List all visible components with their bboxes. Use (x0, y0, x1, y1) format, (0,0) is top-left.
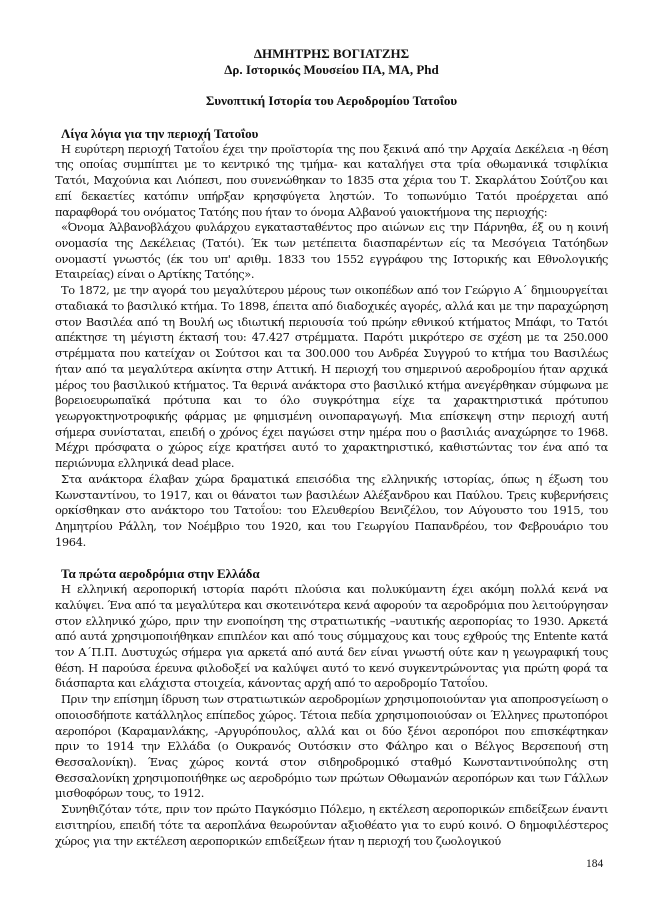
quote-paragraph: «Όνομα Άλβανοβλάχου φυλάρχου εγκατασταθέντος προ αιώνων εις την Πάρνηθα, έξ ου η κοινή ονομασία της Δεκέλειας (Τατόι). Έκ των μετέπειτα διασπαρέντων είς τα Μεσόγεια Τατόηδων ονομαστί γνωστός (έκ του υπ' αριθμ. 1833 του 1552 εγγράφου της Ιστορικής και Εθνολογικής Εταιρείας) είναι ο Αρτίκης Τατόης». (55, 220, 608, 282)
author-name: ΔΗΜΗΤΡΗΣ ΒΟΓΙΑΤΖΗΣ (253, 46, 410, 61)
page-number: 184 (586, 858, 604, 870)
document-title: Συνοπτική Ιστορία του Αεροδρομίου Τατοΐου (205, 93, 458, 108)
section-heading: Λίγα λόγια για την περιοχή Τατοΐου (61, 126, 259, 141)
paragraph: Στα ανάκτορα έλαβαν χώρα δραματικά επεισόδια της ελληνικής ιστορίας, όπως η έξωση του Κωνσταντίνου, το 1917, και οι θάνατοι των βασιλέων Αλέξανδρου και Παύλου. Τρεις κυβερνήσεις ορκίσθηκαν στο ανάκτορο του Τατοΐου: του Ελευθερίου Βενιζέλου, τον Αύγουστο του 1915, του Δημητρίου Ράλλη, τον Νοέμβριο του 1920, και του Γεωργίου Παπανδρέου, τον Φεβρουάριο του 1964. (55, 471, 608, 549)
paragraph: Το 1872, με την αγορά του μεγαλύτερου μέρους των οικοπέδων από τον Γεώργιο Α΄ δημιουργείται σταδιακά το βασιλικό κτήμα. Το 1898, έπειτα από διαδοχικές αγορές, αλλά και με την παραχώρηση στον Βασιλέα από τη Βουλή ως ιδιωτική περιουσία τού πρώην εθνικού κτήματος Μπάφι, το Τατόι απέκτησε τη μέγιστη έκτασή του: 47.427 στρέμματα. Παρότι μικρότερο σε σχέση με τα 250.000 στρέμματα που κατείχαν οι Σούτσοι και τα 300.000 του Ανδρέα Συγγρού το κτήμα του Βασιλέως ήταν από τα μεγαλύτερα ακίνητα στην Αττική. Η περιοχή του σημερινού αεροδρομίου ήταν αρχικά μέρος του βασιλικού κτήματος. Τα θερινά ανάκτορα στο βασιλικό κτήμα ανεγέρθηκαν σύμφωνα με βορειοευρωπαϊκά πρότυπα και το όλο συγκρότημα είχε τα χαρακτηριστικά πρότυπου γεωργοκτηνοτροφικής φάρμας με φημισμένη οινοπαραγωγή. Μια επίσκεψη στην περιοχή αυτή σήμερα συνίσταται, επειδή ο χρόνος έχει παγώσει στην ημέρα που ο βασιλιάς αναχώρησε το 1968. Μέχρι πρόσφατα ο χώρος είχε κρατήσει αυτό το χαρακτηριστικό, καθιστώντας τον ένα από τα περιώνυμα ελληνικά dead place. (55, 283, 608, 471)
paragraph: Πριν την επίσημη ίδρυση των στρατιωτικών αεροδρομίων χρησιμοποιούνταν για αποπροσγείωση ο οποιοσδήποτε κατάλληλος επίπεδος χώρος. Τέτοια πεδία χρησιμοποιούσαν οι Έλληνες πρωτοπόροι αεροπόροι (Καραμανλάκης, -Αργυρόπουλος, αλλά και οι δύο ξένοι αεροπόροι που επισκέφτηκαν πριν το 1914 την Ελλάδα (ο Ουκρανός Ουτόσκιν στο Φάληρο και ο Βέλγος Βερσεπουή στη Θεσσαλονίκη). Ένας χώρος κοντά στον σιδηροδρομικό σταθμό Κωνσταντινούπολης στη Θεσσαλονίκη χρησιμοποιήθηκε ως αεροδρόμιο των πρώτων Οθωμανών αεροπόρων και των Γάλλων μισθοφόρων τους, το 1912. (55, 692, 608, 801)
section-tatoi-area (55, 126, 608, 550)
section-first-airfields (55, 566, 608, 849)
paragraph: Η ελληνική αεροπορική ιστορία παρότι πλούσια και πολυκύμαντη έχει ακόμη πολλά κενά να καλύψει. Ένα από τα μεγαλύτερα και σκοτεινότερα κενά αφορούν τα αεροδρόμια που λειτούργησαν στον ελληνικό χώρο, πριν την ενοποίηση της στρατιωτικής –ναυτικής αεροπορίας το 1930. Αρκετά από αυτά χρησιμοποιήθηκαν επιπλέον και από τους σύμμαχους και τους εχθρούς της Entente κατά τον Α΄Π.Π. Δυστυχώς σήμερα για αρκετά από αυτά δεν είναι γνωστή ούτε καν η γεωγραφική τους θέση. Η παρούσα έρευνα φιλοδοξεί να καλύψει αυτό το κενό συγκεντρώνοντας για πρώτη φορά τα διάσπαρτα και ελάχιστα στοιχεία, κάνοντας αρχή από το αεροδρομίο Τατοΐου. (55, 582, 608, 691)
paragraph: Η ευρύτερη περιοχή Τατοΐου έχει την προϊστορία της που ξεκινά από την Αρχαία Δεκέλεια -η θέση της οποίας συμπίπτει με το κεντρικό της τμήμα- και καταλήγει στα τρία οθωμανικά τσιφλίκια Τατόι, Μαχούνια και Λιόπεσι, που συνενώθηκαν το 1835 στα χέρια του Τ. Σκαρλάτου Σούτζου και επί δεκαετίες κατόπιν υπήρξαν κρησφύγετα ληστών. Το τοπωνύμιο Τατόι προέρχεται από παραφθορά του ονόματος Τατόης που ήταν το όνομα Αλβανού γαιοκτήμονα της περιοχής: (55, 141, 608, 219)
paragraph: Συνηθιζόταν τότε, πριν τον πρώτο Παγκόσμιο Πόλεμο, η εκτέλεση αεροπορικών επιδείξεων έναντι εισιτηρίου, επειδή τότε τα αεροπλάνα θεωρούνταν αξιοθέατο για το ευρύ κοινό. Ο δημοφιλέστερος χώρος για την εκτέλεση αεροπορικών επιδείξεων ήταν η περιοχή του ζωολογικού (55, 802, 608, 848)
document-page (55, 46, 608, 849)
author-affiliation: Δρ. Ιστορικός Μουσείου ΠΑ, ΜΑ, Phd (224, 62, 439, 77)
section-heading: Τα πρώτα αεροδρόμια στην Ελλάδα (61, 566, 260, 582)
document-header (55, 46, 608, 109)
